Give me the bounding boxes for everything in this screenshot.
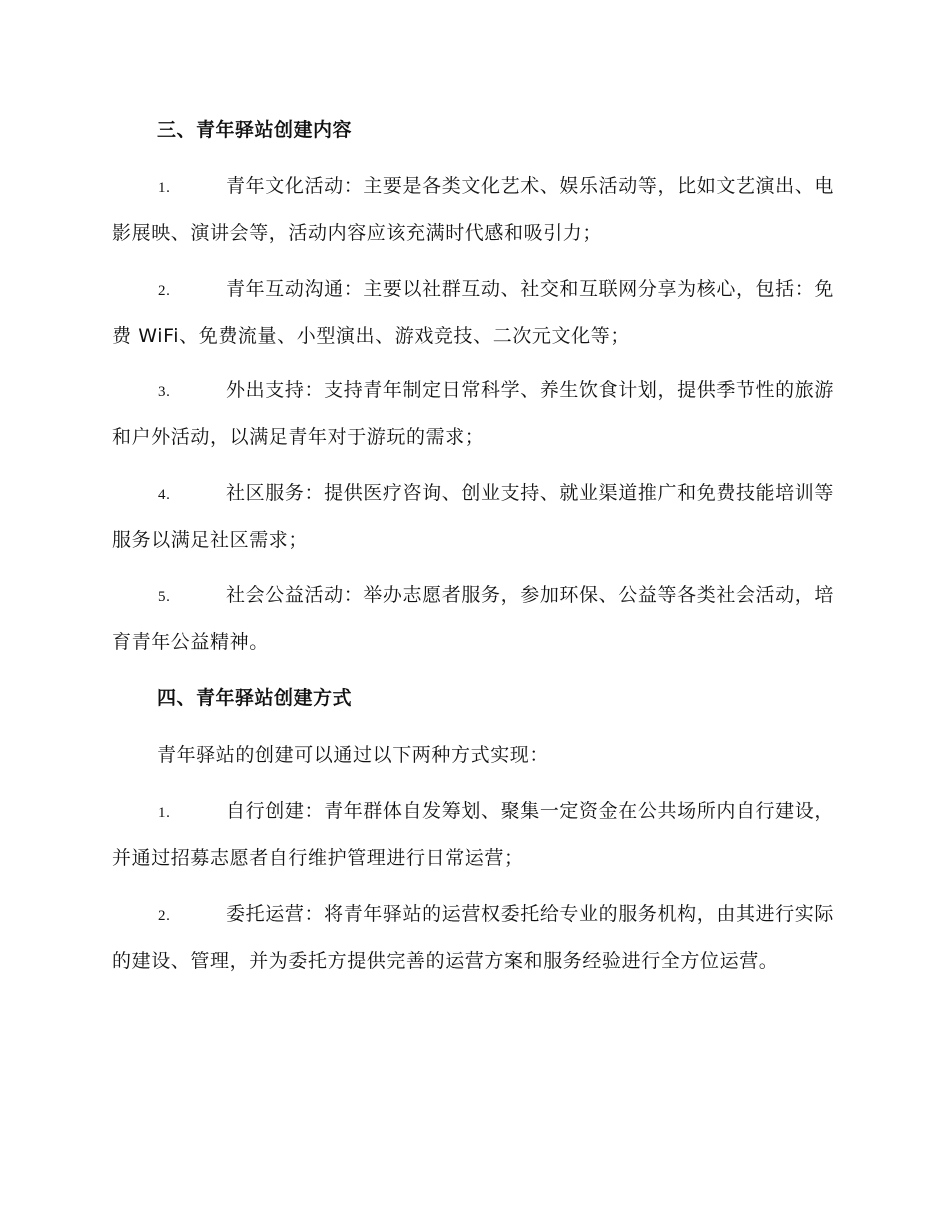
list-item-number: 1. <box>158 180 171 196</box>
list-item-number: 2. <box>158 283 171 299</box>
list-item-text: 社会公益活动：举办志愿者服务，参加环保、公益等各类社会活动，培育青年公益精神。 <box>112 584 834 653</box>
list-item-number: 5. <box>158 589 171 605</box>
section-intro: 青年驿站的创建可以通过以下两种方式实现： <box>157 744 550 766</box>
list-item <box>112 267 834 359</box>
list-item <box>112 368 834 460</box>
list-item-text: 委托运营：将青年驿站的运营权委托给专业的服务机构，由其进行实际的建设、管理，并为委托方提供完善的运营方案和服务经验进行全方位运营。 <box>112 903 834 972</box>
list-item <box>112 164 834 256</box>
list-item-number: 2. <box>158 908 171 924</box>
list-item <box>112 471 834 563</box>
list-item-text: 青年文化活动：主要是各类文化艺术、娱乐活动等，比如文艺演出、电影展映、演讲会等，活动内容应该充满时代感和吸引力； <box>112 175 834 244</box>
list-item <box>112 892 834 984</box>
list-item-number: 4. <box>158 487 171 503</box>
list-item-text: 外出支持：支持青年制定日常科学、养生饮食计划，提供季节性的旅游和户外活动，以满足青年对于游玩的需求； <box>112 379 834 448</box>
list-item-number: 1. <box>158 805 171 821</box>
list-item-text: 社区服务：提供医疗咨询、创业支持、就业渠道推广和免费技能培训等服务以满足社区需求； <box>112 482 834 551</box>
section-heading-method: 四、青年驿站创建方式 <box>157 687 353 709</box>
section-heading-content: 三、青年驿站创建内容 <box>157 119 353 141</box>
list-item-number: 3. <box>158 384 171 400</box>
list-item <box>112 789 834 881</box>
list-item <box>112 573 834 665</box>
list-item-text: 青年互动沟通：主要以社群互动、社交和互联网分享为核心，包括：免费 WiFi、免费流量、小型演出、游戏竞技、二次元文化等； <box>112 278 834 347</box>
list-item-text: 自行创建：青年群体自发筹划、聚集一定资金在公共场所内自行建设，并通过招募志愿者自行维护管理进行日常运营； <box>112 800 834 869</box>
